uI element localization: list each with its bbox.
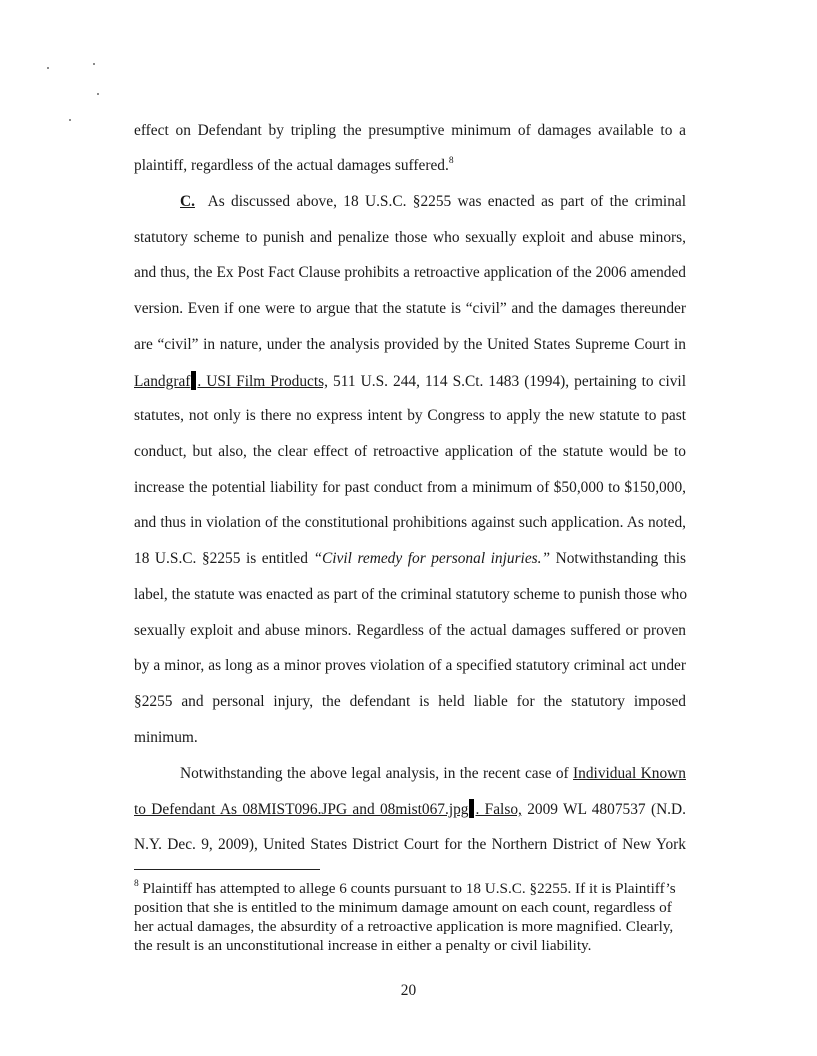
case-citation: Landgraf . USI Film Products,	[134, 373, 328, 390]
redaction-bar	[469, 799, 474, 818]
text-line: statutory scheme to punish and penalize those who sexually exploit and abuse minors,	[134, 229, 686, 246]
footnote-ref[interactable]: 8	[448, 155, 454, 166]
text-line: §2255 and personal injury, the defendant is held liable for the statutory imposed	[134, 693, 686, 710]
scan-speck	[97, 93, 99, 95]
text-line: increase the potential liability for past conduct from a minimum of $50,000 to $150,000,	[134, 479, 686, 496]
case-citation: to Defendant As 08MIST096.JPG and 08mist067.jpg . Falso,	[134, 801, 522, 818]
text-line: Notwithstanding the above legal analysis, in the recent case of Individual Known	[180, 765, 686, 782]
text-line: N.Y. Dec. 9, 2009), United States District Court for the Northern District of New York	[134, 836, 686, 853]
footnote-line: her actual damages, the absurdity of a retroactive application is more magnified. Clearly,	[134, 918, 674, 935]
text-line: minimum.	[134, 729, 198, 746]
scan-speck	[47, 67, 49, 69]
text-line: to Defendant As 08MIST096.JPG and 08mist067.jpg . Falso, 2009 WL 4807537 (N.D.	[134, 801, 686, 818]
text-line: version. Even if one were to argue that the statute is “civil” and the damages thereunder	[134, 300, 686, 317]
text-line: effect on Defendant by tripling the presumptive minimum of damages available to a	[134, 122, 686, 139]
page-number: 20	[400, 982, 417, 999]
footnote-line: $^8$ Plaintiff has attempted to allege 6 counts pursuant to 18 U.S.C. §2255. If it is Plaintiff’s	[134, 878, 676, 897]
text-line: sexually exploit and abuse minors. Regardless of the actual damages suffered or proven	[134, 622, 686, 639]
text-line: plaintiff, regardless of the actual damages suffered.$^8$	[134, 155, 454, 174]
statute-title: “Civil remedy for personal injuries.”	[313, 550, 551, 567]
text-line: conduct, but also, the clear effect of retroactive application of the statute would be to	[134, 443, 686, 460]
text-line: C. As discussed above, 18 U.S.C. §2255 was enacted as part of the criminal	[180, 193, 687, 210]
text-line: by a minor, as long as a minor proves violation of a specified statutory criminal act under	[134, 657, 686, 674]
text-line: and thus, the Ex Post Fact Clause prohibits a retroactive application of the 2006 amended	[134, 264, 686, 281]
text-line: statutes, not only is there no express intent by Congress to apply the new statute to past	[134, 407, 686, 424]
text-line: 18 U.S.C. §2255 is entitled “Civil remedy for personal injuries.” Notwithstanding this	[134, 550, 686, 567]
text-line: are “civil” in nature, under the analysis provided by the United States Supreme Court in	[134, 336, 686, 353]
footnote-line: position that she is entitled to the minimum damage amount on each count, regardless of	[134, 899, 672, 916]
scan-speck	[93, 63, 95, 65]
footnote-divider	[134, 869, 320, 870]
footnote-marker: 8	[134, 878, 139, 889]
text-line: and thus in violation of the constitutional prohibitions against such application. As noted,	[134, 514, 686, 531]
scan-speck	[69, 119, 71, 121]
text-line: Landgraf . USI Film Products, 511 U.S. 244, 114 S.Ct. 1483 (1994), pertaining to civil	[134, 373, 686, 390]
case-citation: Individual Known	[573, 765, 686, 782]
section-marker: C.	[180, 193, 195, 210]
text-line: label, the statute was enacted as part of the criminal statutory scheme to punish those who	[134, 586, 688, 603]
footnote-line: the result is an unconstitutional increase in either a penalty or civil liability.	[134, 937, 592, 954]
redaction-bar	[191, 371, 196, 390]
